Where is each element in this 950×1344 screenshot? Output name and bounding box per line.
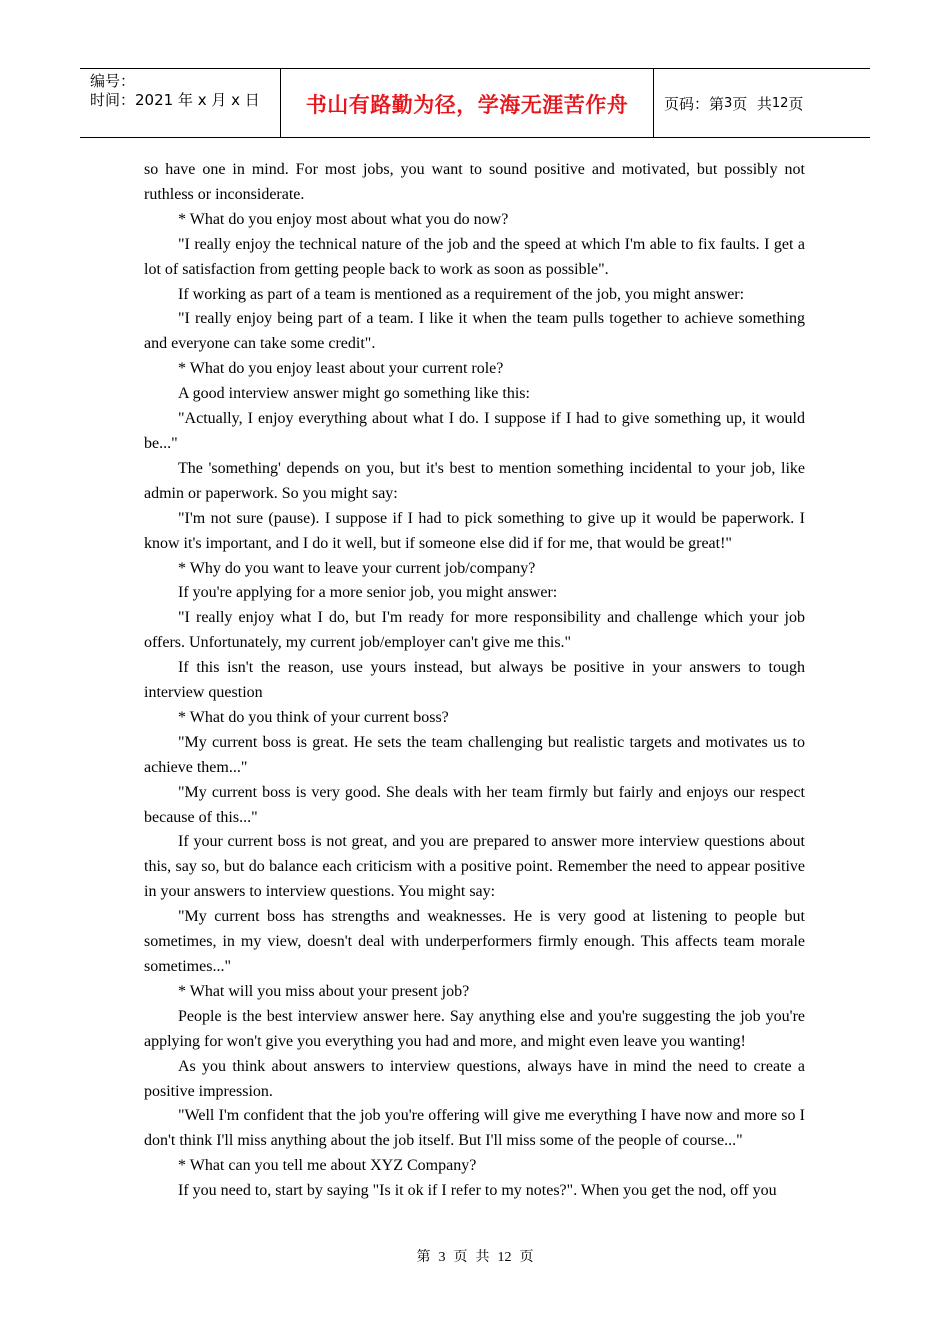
paragraph: If your current boss is not great, and you are prepared to answer more interview questions about this, say so, but do balance each criticism with a positive point. Remember the need to appear positive in your answers to interview questions. You might say: bbox=[144, 833, 805, 901]
paragraph: "Well I'm confident that the job you're offering will give me everything I have now and more so I don't think I'll miss anything about the job itself. But I'll miss some of the people of course..." bbox=[144, 1107, 805, 1150]
paragraph: "I really enjoy what I do, but I'm ready for more responsibility and challenge which your job offers. Unfortunately, my current job/employer can't give me this." bbox=[144, 609, 805, 652]
paragraph: * What do you think of your current boss? bbox=[178, 708, 449, 726]
footer-page: 页 bbox=[453, 1250, 468, 1265]
footer-total-label: 共 bbox=[475, 1250, 490, 1265]
footer-current: 3 bbox=[438, 1250, 446, 1265]
page-suffix: 页 bbox=[788, 94, 804, 113]
number-label: 编号： bbox=[90, 72, 136, 90]
paragraph: "Actually, I enjoy everything about what I do. I suppose if I had to give something up, it would be..." bbox=[144, 410, 805, 452]
paragraph: * What do you enjoy least about your current role? bbox=[178, 360, 504, 378]
paragraph: If you're applying for a more senior job, you might answer: bbox=[178, 584, 558, 602]
page-footer bbox=[0, 1246, 950, 1266]
page-total: 12 bbox=[771, 95, 789, 111]
footer-total: 12 bbox=[497, 1250, 512, 1265]
paragraph: "My current boss has strengths and weaknesses. He is very good at listening to people but sometimes, in my view, doesn't deal with underperformers firmly enough. This affects team morale sometimes..." bbox=[144, 908, 805, 975]
paragraph: "I'm not sure (pause). I suppose if I had to pick something to give up it would be paperwork. I know it's important, and I do it well, but if someone else did if for me, that would be great!" bbox=[144, 509, 805, 552]
paragraph: "My current boss is very good. She deals with her team firmly but fairly and enjoys our respect because of this..." bbox=[144, 783, 805, 826]
time-label: 时间：2021 年 x 月 x 日 bbox=[90, 91, 260, 109]
paragraph: * What will you miss about your present job? bbox=[178, 982, 470, 1000]
body-text bbox=[144, 158, 805, 1204]
paragraph: If this isn't the reason, use yours instead, but always be positive in your answers to tough interview question bbox=[144, 659, 805, 702]
header-motto: 书山有路勤为径，学海无涯苦作舟 bbox=[305, 93, 629, 117]
footer-first: 第 bbox=[416, 1250, 431, 1265]
header-meta bbox=[80, 69, 281, 137]
paragraph: If working as part of a team is mentioned as a requirement of the job, you might answer: bbox=[178, 285, 745, 303]
paragraph: As you think about answers to interview questions, always have in mind the need to create a positive impression. bbox=[144, 1057, 805, 1100]
paragraph: so have one in mind. For most jobs, you want to sound positive and motivated, but possibly not ruthless or inconsiderate. bbox=[144, 161, 805, 203]
footer-page2: 页 bbox=[519, 1250, 534, 1265]
header-motto-cell bbox=[281, 69, 654, 137]
paragraph: "I really enjoy the technical nature of the job and the speed at which I'm able to fix faults. I get a lot of satisfaction from getting people back to work as soon as possible". bbox=[144, 235, 805, 278]
paragraph: A good interview answer might go something like this: bbox=[178, 385, 530, 403]
paragraph: "My current boss is great. He sets the team challenging but realistic targets and motivates us to achieve them..." bbox=[144, 733, 805, 776]
paragraph: People is the best interview answer here. Say anything else and you're suggesting the job you're applying for won't give you everything you had and more, and might even leave you wanting! bbox=[144, 1007, 805, 1050]
paragraph: The 'something' depends on you, but it's best to mention something incidental to your job, like admin or paperwork. So you might say: bbox=[144, 459, 805, 502]
paragraph: * What can you tell me about XYZ Company? bbox=[178, 1157, 477, 1175]
header-page-info bbox=[654, 69, 870, 137]
paragraph: If you need to, start by saying "Is it ok if I refer to my notes?". When you get the nod, off you bbox=[178, 1182, 777, 1200]
page-header bbox=[80, 68, 870, 138]
page-prefix: 页码：第 bbox=[664, 94, 725, 113]
paragraph: * Why do you want to leave your current job/company? bbox=[178, 559, 536, 577]
page-mid: 页 共 bbox=[732, 94, 772, 113]
paragraph: "I really enjoy being part of a team. I like it when the team pulls together to achieve something and everyone can take some credit". bbox=[144, 310, 805, 353]
page-current: 3 bbox=[724, 95, 733, 111]
paragraph: * What do you enjoy most about what you do now? bbox=[178, 210, 509, 228]
